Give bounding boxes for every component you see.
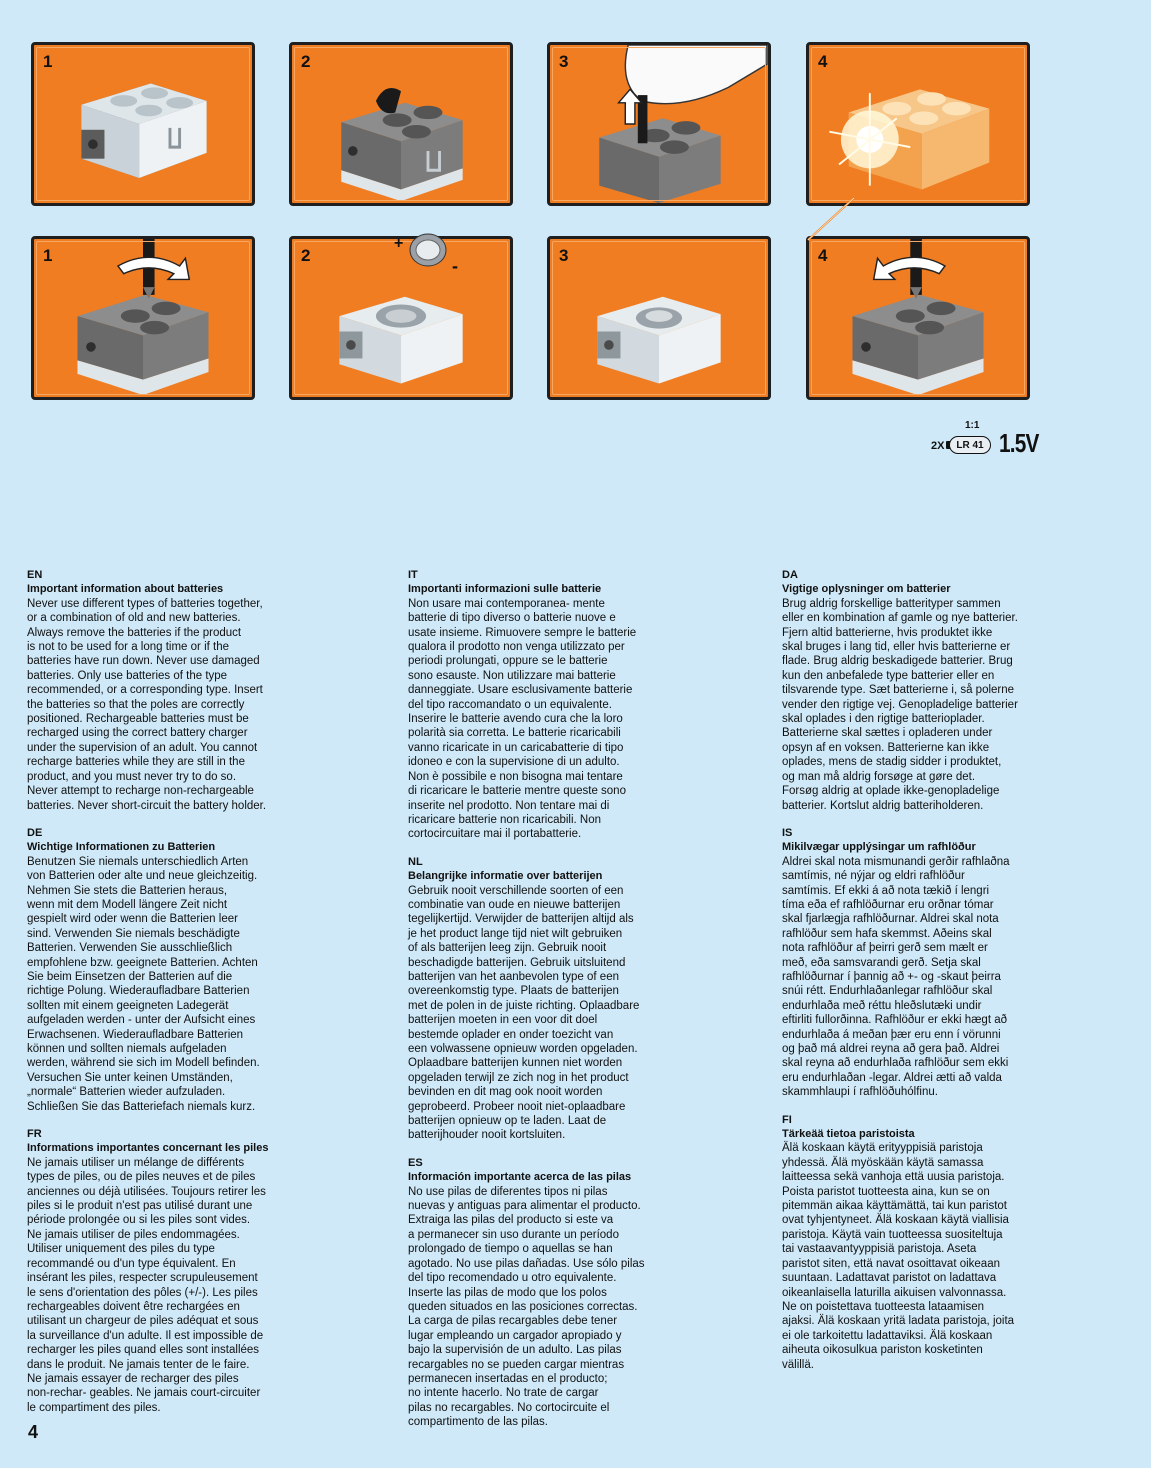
step-number: 2 — [301, 246, 311, 265]
language-code: FI — [782, 1113, 792, 1126]
battery-spec — [931, 420, 1041, 460]
step-number: 2 — [301, 52, 311, 71]
plus-sign: + — [394, 235, 404, 252]
step-number: 4 — [818, 246, 828, 265]
section-fi — [782, 1113, 1082, 1372]
translucent-battery-box-illustration — [34, 45, 252, 203]
language-code: DA — [782, 569, 798, 581]
step-panel-top-4 — [806, 42, 1030, 206]
language-code: IS — [782, 826, 793, 839]
section-body: Ne jamais utiliser un mélange de différents types de piles, ou de piles neuves et de piles anciennes ou déjà utilisées. Toujours retirer les piles si le produit n'est pas utilisé durant une période prolongée ou si les piles sont vides. Ne jamais utiliser de piles endommagées. Utiliser uniquement des piles du type recommandé ou d'un type équivalent. En insérant les piles, respecter scrupuleusement le sens d'orientation des pôles (+/-). Les piles rechargeables doivent être rechargées en utilisant un chargeur de piles adéquat et sous la surveillance d'un adulte. Il est impossible de recharger les piles quand elles sont installées dans le produit. Ne jamais tenter de le faire. Ne jamais essayer de recharger des piles non-rechar- geables. Ne jamais court-circuiter le compartiment des piles. — [27, 1156, 266, 1414]
section-nl — [408, 855, 708, 1143]
step-panel-bottom-4 — [806, 236, 1030, 400]
lifting-lid-illustration — [550, 45, 768, 203]
section-body: Aldrei skal nota mismunandi gerðir rafhlaðna samtímis, né nýjar og eldri rafhlöður samtímis. Ef ekki á að nota tækið í lengri tíma eða ef rafhlöðurnar eru orðnar tómar skal fjarlægja rafhlöðurnar. Aldrei skal nota rafhlöður sem hafa skemmst. Aðeins skal nota rafhlöður af þeirri gerð sem mælt er með, eða samsvarandi gerð. Setja skal rafhlöðurnar í þannig að +- og -skaut þeirra snúi rétt. Endurhlaðanlegar rafhlöður skal endurhlaða með réttu hleðslutæki undir eftirliti fullorðinna. Rafhlöður er ekki hægt að endurhlaða á meðan þær eru enn í vörunni og það má aldrei reyna að gera það. Aldrei skal reyna að endurhlaða rafhlöður sem ekki eru endurhlaðan -legar. Aldrei ætti að valda skammhlaupi í rafhlöðuhólfinu. — [782, 855, 1010, 1099]
section-da — [782, 568, 1082, 813]
lit-battery-box-illustration — [809, 45, 1027, 203]
page-number: 4 — [28, 1422, 39, 1442]
section-heading: Vigtige oplysninger om batterier — [782, 583, 951, 596]
language-code: DE — [27, 826, 43, 839]
step-panel-bottom-3 — [547, 236, 771, 400]
section-fr — [27, 1127, 327, 1415]
language-code: NL — [408, 855, 423, 868]
section-heading: Wichtige Informationen zu Batterien — [27, 841, 216, 854]
language-code: ES — [408, 1156, 423, 1169]
language-code: EN — [27, 569, 43, 581]
section-body: Benutzen Sie niemals unterschiedlich Arten von Batterien oder alte und neue gleichzeitig. Nehmen Sie stets die Batterien heraus, wenn mit dem Modell längere Zeit nicht gespielt wird oder wenn die Batterien leer sind. Verwenden Sie niemals beschädigte Batterien. Verwenden Sie ausschließlich empfohlene bzw. geeignete Batterien. Achten Sie beim Einsetzen der Batterien auf die richtige Polung. Wiederaufladbare Batterien sollten mit einem geeigneten Ladegerät aufgeladen werden - unter der Aufsicht eines Erwachsenen. Wiederaufladbare Batterien können und sollten niemals aufgeladen werden, während sie sich im Modell befinden. Versuchen Sie unter keinen Umständen, „normale“ Batterien wieder aufzuladen. Schließen Sie das Batteriefach niemals kurz. — [27, 855, 260, 1113]
section-heading: Important information about batteries — [27, 583, 224, 596]
step-number: 4 — [818, 52, 828, 71]
section-heading: Informations importantes concernant les piles — [27, 1142, 269, 1155]
column-right — [782, 568, 1082, 1385]
section-body: Älä koskaan käytä erityyppisiä paristoja yhdessä. Älä myöskään käytä samassa laitteessa sekä vanhoja että uusia paristoja. Poista paristot tuotteesta aina, kun se on pitemmän aikaa käyttämättä, tai kun paristot ovat tyhjentyneet. Älä koskaan käytä viallisia paristoja. Käytä vain tuotteessa suositeltuja tai vastaavantyyppisiä paristoja. Aseta paristot siten, että navat osoittavat oikeaan suuntaan. Ladattavat paristot on ladattava oikeanlaisella laturilla aikuisen valvonnassa. Ne on poistettava tuotteesta lataamisen ajaksi. Älä koskaan yritä ladata paristoja, joita ei ole tarkoitettu ladattaviksi. Älä koskaan aiheuta oikosulkua pariston kosketinten välillä. — [782, 1142, 1015, 1371]
step-panel-top-3 — [547, 42, 771, 206]
column-middle — [408, 568, 708, 1443]
section-body: Gebruik nooit verschillende soorten of een combinatie van oude en nieuwe batterijen tegelijkertijd. Verwijder de batterijen altijd als je het product lange tijd niet wilt gebruiken of als batterijen leeg zijn. Gebruik nooit beschadigde batterijen. Gebruik uitsluitend batterijen van het aanbevolen type of een overeenkomstig type. Plaats de batterijen met de polen in de juiste richting. Oplaadbare batterijen moeten in een voor dit doel bestemde oplader en onder toezicht van een volwassene opnieuw worden opgeladen. Oplaadbare batterijen kunnen niet worden opgeladen terwijl ze zich nog in het product bevinden en dit mag ook nooit worden geprobeerd. Probeer nooit niet-oplaadbare batterijen opnieuw op te laden. Laat de batterijhouder nooit kortsluiten. — [408, 884, 640, 1142]
section-heading: Importanti informazioni sulle batterie — [408, 583, 602, 596]
section-de — [27, 826, 327, 1114]
section-en — [27, 568, 327, 813]
step-panel-top-2 — [289, 42, 513, 206]
section-heading: Belangrijke informatie over batterijen — [408, 870, 603, 883]
step-number: 1 — [43, 246, 53, 265]
coin-battery-icon — [392, 228, 468, 276]
unscrew-lid-illustration — [34, 239, 252, 397]
battery-voltage: 1.5V — [999, 428, 1039, 458]
step-number: 3 — [559, 246, 569, 265]
section-body: No use pilas de diferentes tipos ni pilas nuevas y antiguas para alimentar el producto. Extraiga las pilas del producto si este va a permanecer sin uso durante un período prolongado de tiempo o aquellas se han agotado. No use pilas dañadas. Use sólo pilas del tipo recomendado u otro equivalente. Inserte las pilas de modo que los polos queden situados en las posiciones correctas. La carga de pilas recargables debe tener lugar empleando un cargador apropiado y bajo la supervisión de un adulto. Las pilas recargables no se pueden cargar mientras permanecen insertadas en el producto; no intente hacerlo. No trate de cargar pilas no recargables. No cortocircuite el compartimento de las pilas. — [408, 1185, 645, 1429]
column-left — [27, 568, 327, 1428]
step-panel-top-1 — [31, 42, 255, 206]
section-is — [782, 826, 1082, 1100]
screw-lid-illustration — [809, 239, 1027, 397]
section-heading: Información importante acerca de las pilas — [408, 1171, 632, 1184]
battery-quantity: 2X — [931, 440, 945, 452]
minus-sign: - — [452, 256, 458, 276]
step-panel-bottom-1 — [31, 236, 255, 400]
section-heading: Tärkeää tietoa paristoista — [782, 1128, 915, 1141]
battery-type-badge: LR 41 — [949, 436, 991, 454]
step-number: 1 — [43, 52, 53, 71]
section-body: Brug aldrig forskellige batterityper sammen eller en kombination af gamle og nye batterier. Fjern altid batterierne, hvis produktet ikke skal bruges i lang tid, eller hvis batterierne er flade. Brug aldrig beskadigede batterier. Brug kun den anbefalede type batterier eller en tilsvarende type. Sæt batterierne i, så polerne vender den rigtige vej. Genopladelige batterier skal oplades i den rigtige batterioplader. Batterierne skal sættes i opladeren under opsyn af en voksen. Batterierne kan ikke oplades, mens de stadig sidder i produktet, og man må aldrig forsøge at gøre det. Forsøg aldrig at oplade ikke-genopladelige batterier. Kortslut aldrig batteriholderen. — [782, 597, 1018, 812]
step-number: 3 — [559, 52, 569, 71]
section-body: Non usare mai contemporanea- mente batterie di tipo diverso o batterie nuove e usate insieme. Rimuovere sempre le batterie qualora il prodotto non venga utilizzato per periodi prolungati, oppure se le batterie sono esauste. Non utilizzare mai batterie danneggiate. Usare esclusivamente batterie del tipo raccomandato o un equivalente. Inserire le batterie avendo cura che la loro polarità sia corretta. Le batterie ricaricabili vanno ricaricate in un caricabatterie di tipo idoneo e con la supervisione di un adulto. Non è possibile e non bisogna mai tentare di ricaricare le batterie mentre queste sono inserite nel prodotto. Non tentare mai di ricaricare batterie non ricaricabili. Non cortocircuitare mai il portabatterie. — [408, 597, 637, 841]
battery-box-with-tool-illustration — [292, 45, 510, 203]
section-heading: Mikilvægar upplýsingar um rafhlöður — [782, 841, 976, 854]
section-body: Never use different types of batteries together, or a combination of old and new batteries. Always remove the batteries if the product is not to be used for a long time or if the batteries have run down. Never use damaged batteries. Only use batteries of the type recommended, or a corresponding type. Insert the batteries so that the poles are correctly positioned. Rechargeable batteries must be recharged using the correct battery charger under the supervision of an adult. You cannot recharge batteries while they are still in the product, and you must never try to do so. Never attempt to recharge non-rechargeable batteries. Never short-circuit the battery holder. — [27, 597, 267, 812]
section-it — [408, 568, 708, 842]
section-es — [408, 1156, 708, 1430]
spark-connector — [800, 196, 860, 246]
language-code: IT — [408, 569, 418, 581]
scale-ratio: 1:1 — [965, 420, 980, 431]
open-battery-box-illustration — [550, 239, 768, 397]
language-code: FR — [27, 1128, 42, 1141]
